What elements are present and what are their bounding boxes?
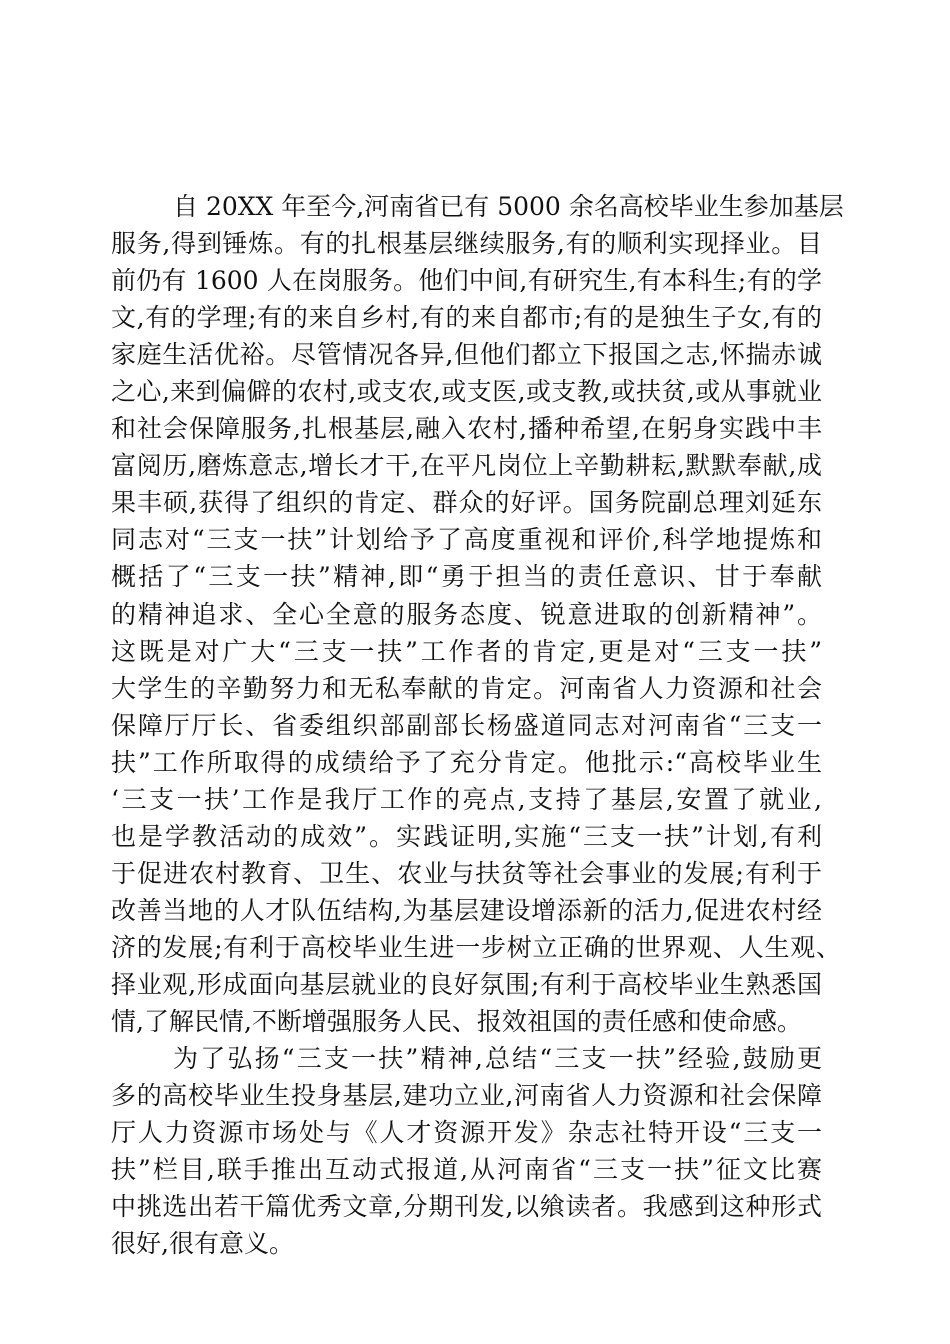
text-line: 择业观,形成面向基层就业的良好氛围;有利于高校毕业生熟悉国	[111, 969, 822, 999]
text-line: 前仍有 1600 人在岗服务。他们中间,有研究生,有本科生;有的学	[111, 266, 822, 296]
paragraph	[111, 188, 844, 1040]
text-line: 也是学教活动的成效”。实践证明,实施“三支一扶”计划,有利	[111, 821, 822, 851]
document-body	[111, 188, 844, 1262]
text-line: 家庭生活优裕。尽管情况各异,但他们都立下报国之志,怀揣赤诚	[111, 340, 822, 370]
text-line: 服务,得到锤炼。有的扎根基层继续服务,有的顺利实现择业。目	[111, 229, 822, 259]
text-line: 大学生的辛勤努力和无私奉献的肯定。河南省人力资源和社会	[111, 673, 822, 703]
text-line: 概括了“三支一扶”精神,即“勇于担当的责任意识、甘于奉献	[111, 562, 822, 592]
text-line: 富阅历,磨炼意志,增长才干,在平凡岗位上辛勤耕耘,默默奉献,成	[111, 451, 822, 481]
text-line: 果丰硕,获得了组织的肯定、群众的好评。国务院副总理刘延东	[111, 488, 822, 518]
text-line: 很好,很有意义。	[111, 1229, 294, 1259]
text-line: 中挑选出若干篇优秀文章,分期刊发,以飨读者。我感到这种形式	[111, 1192, 822, 1222]
text-line: 保障厅厅长、省委组织部副部长杨盛道同志对河南省“三支一	[111, 710, 822, 740]
text-line: 改善当地的人才队伍结构,为基层建设增添新的活力,促进农村经	[111, 895, 822, 925]
text-line: 情,了解民情,不断增强服务人民、报效祖国的责任感和使命感。	[111, 1007, 802, 1037]
text-line: 这既是对广大“三支一扶”工作者的肯定,更是对“三支一扶”	[111, 636, 822, 666]
text-line: 文,有的学理;有的来自乡村,有的来自都市;有的是独生子女,有的	[111, 303, 822, 333]
text-line: 和社会保障服务,扎根基层,融入农村,播种希望,在躬身实践中丰	[111, 414, 822, 444]
text-line: 多的高校毕业生投身基层,建功立业,河南省人力资源和社会保障	[111, 1081, 822, 1111]
text-line: 厅人力资源市场处与《人才资源开发》杂志社特开设“三支一	[111, 1118, 822, 1148]
text-line: ‘三支一扶’工作是我厅工作的亮点,支持了基层,安置了就业,	[111, 784, 822, 814]
text-line: 为了弘扬“三支一扶”精神,总结“三支一扶”经验,鼓励更	[173, 1044, 822, 1074]
text-line: 同志对“三支一扶”计划给予了高度重视和评价,科学地提炼和	[111, 525, 822, 555]
text-line: 之心,来到偏僻的农村,或支农,或支医,或支教,或扶贫,或从事就业	[111, 377, 822, 407]
paragraph	[111, 1040, 822, 1262]
text-line: 扶”栏目,联手推出互动式报道,从河南省“三支一扶”征文比赛	[111, 1155, 822, 1185]
text-line: 的精神追求、全心全意的服务态度、锐意进取的创新精神”。	[111, 599, 822, 629]
text-line: 自 20XX 年至今,河南省已有 5000 余名高校毕业生参加基层	[173, 192, 844, 221]
text-line: 于促进农村教育、卫生、农业与扶贫等社会事业的发展;有利于	[111, 858, 822, 888]
text-line: 扶”工作所取得的成绩给予了充分肯定。他批示:“高校毕业生	[111, 747, 822, 777]
text-line: 济的发展;有利于高校毕业生进一步树立正确的世界观、人生观、	[111, 932, 841, 962]
